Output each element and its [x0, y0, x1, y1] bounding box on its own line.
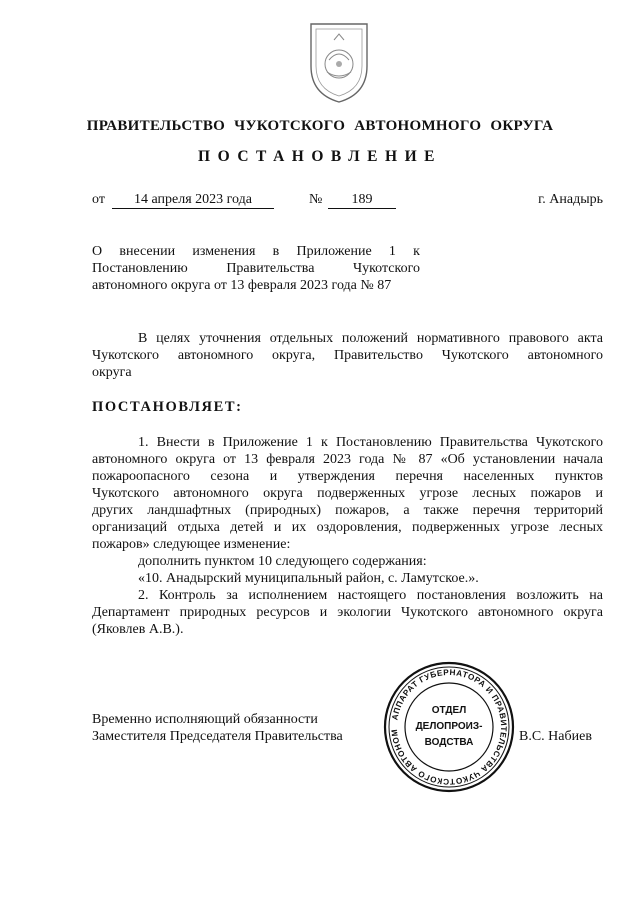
office-stamp — [382, 660, 516, 794]
number-sign: № — [309, 192, 323, 207]
svg-text:ОТДЕЛ: ОТДЕЛ — [431, 705, 467, 716]
coat-of-arms-emblem — [303, 20, 375, 106]
svg-text:ДЕЛОПРОИЗ-: ДЕЛОПРОИЗ- — [415, 721, 483, 732]
preamble: В целях уточнения отдельных положений нормативного правового акта Чукотского автономного округа, Правительство Чукотского автономного округа — [92, 331, 603, 380]
organization-title: ПРАВИТЕЛЬСТВО ЧУКОТСКОГО АВТОНОМНОГО ОКРУГА — [86, 118, 554, 134]
svg-text:АППАРАТ ГУБЕРНАТОРА И ПРАВИТЕЛ: АППАРАТ ГУБЕРНАТОРА И ПРАВИТЕЛЬСТВА ЧУКОТСКОГО АВТОНОМ — [389, 667, 509, 787]
date-prefix: от — [92, 192, 105, 207]
signatory-position-line1: Временно исполняющий обязанности — [92, 712, 318, 727]
amendment-text: «10. Анадырский муниципальный район, с. Ламутское.». — [138, 571, 479, 586]
document-title: О внесении изменения в Приложение 1 к Постановлению Правительства Чукотского автономного округа от 13 февраля 2023 года № 87 — [92, 244, 420, 293]
document-number: 189 — [328, 191, 396, 209]
amendment-intro: дополнить пунктом 10 следующего содержания: — [138, 554, 427, 569]
signatory-name: В.С. Набиев — [519, 729, 592, 744]
city: г. Анадырь — [538, 192, 603, 207]
signatory-position-line2: Заместителя Председателя Правительства — [92, 729, 343, 744]
resolves-heading: ПОСТАНОВЛЯЕТ: — [92, 399, 243, 415]
document-date: 14 апреля 2023 года — [112, 191, 274, 209]
body-paragraph-1: 1. Внести в Приложение 1 к Постановлению Правительства Чукотского автономного округа от 13 февраля 2023 года № 87 «Об установлении начала пожароопасного сезона и утверждения перечня населенных пунктов Чукотского автономного округа подверженных угрозе лесных пожаров и других ландшафтных (природных) пожаров, а также перечня территорий организаций отдыха детей и их оздоровления, подверженных угрозе лесных пожаров» следующее изменение: дополнить пунктом 10 следующего содержания: «10. Анадырский муниципальный район, с. Ламутское.». — [92, 435, 603, 586]
svg-text:ВОДСТВА: ВОДСТВА — [424, 737, 474, 748]
body-paragraph-2: 2. Контроль за исполнением настоящего постановления возложить на Департамент природных ресурсов и экологии Чукотского автономного округа (Яковлев А.В.). — [92, 588, 603, 637]
document-type: ПОСТАНОВЛЕНИЕ — [198, 148, 442, 165]
